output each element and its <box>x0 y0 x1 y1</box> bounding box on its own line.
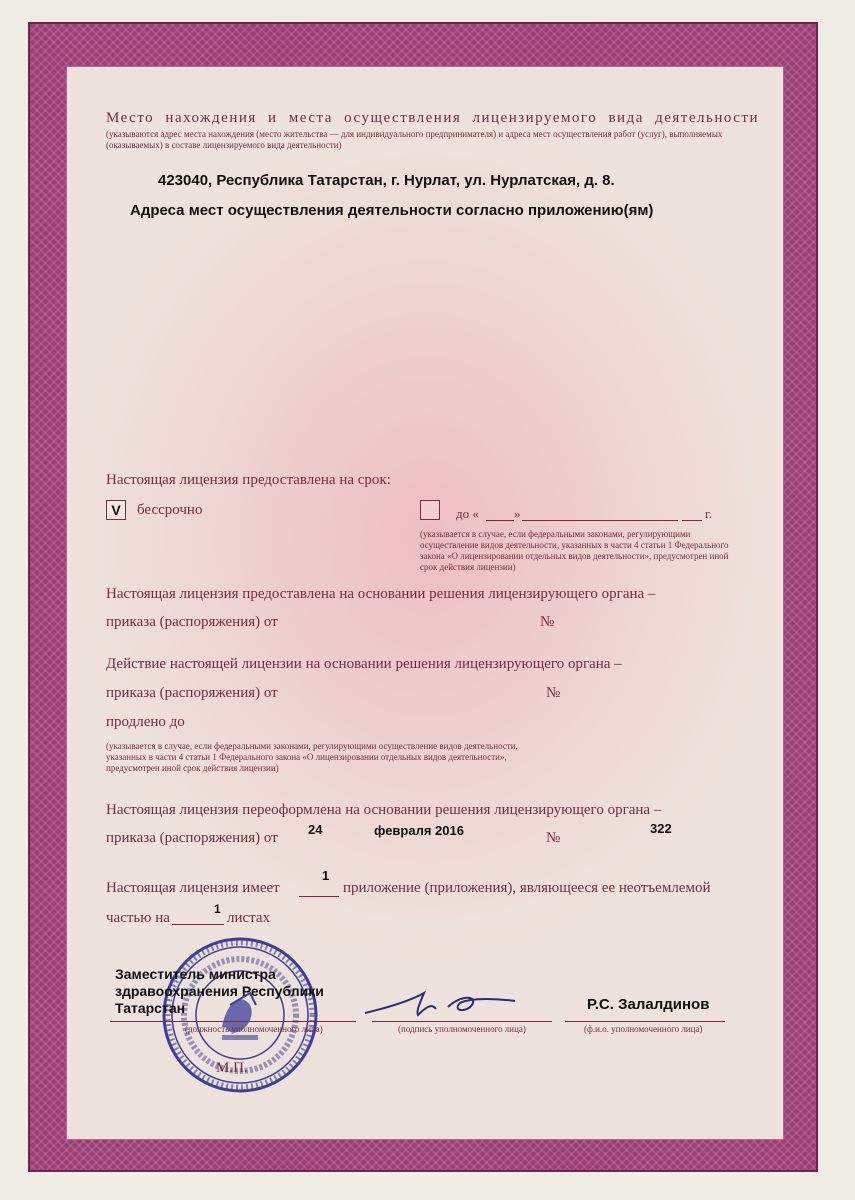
appendices-sheets-line <box>172 924 224 925</box>
reissue-day: 24 <box>308 822 323 837</box>
term-label: Настоящая лицензия предоставлена на срок: <box>106 472 391 488</box>
signatory-name: Р.С. Залалдинов <box>587 996 710 1013</box>
extension-number-label: № <box>546 685 561 701</box>
reissue-line1: Настоящая лицензия переоформлена на основании решения лицензирующего органа – <box>106 802 662 818</box>
appendices-count: 1 <box>322 868 330 883</box>
until-note: (указывается в случае, если федеральными законами, регулирующими осуществление видов деятельности, указанных в части 4 статьи 1 Федерального закона «О лицензировании отдельных видов деятельности», предусмотрен иной срок действия лицензии) <box>420 529 729 572</box>
position-note: (должность уполномоченного лица) <box>185 1024 323 1034</box>
extension-line2: приказа (распоряжения) от <box>106 685 278 701</box>
main-address: 423040, Республика Татарстан, г. Нурлат, ул. Нурлатская, д. 8. <box>158 172 615 189</box>
seal-label: М.П. <box>216 1060 248 1076</box>
until-suffix: г. <box>705 506 713 521</box>
position-line <box>110 1021 356 1022</box>
extension-note: (указывается в случае, если федеральными законами, регулирующими осуществление видов деятельности, указанных в части 4 статьи 1 Федерального закона «О лицензировании отдельных видов деятельности», предусмотрен иной срок действия лицензии) <box>106 741 518 773</box>
reissue-number-label: № <box>546 830 561 846</box>
appendices-sheets: 1 <box>214 902 221 916</box>
appendices-line2-prefix: частью на <box>106 910 170 926</box>
basis-line1: Настоящая лицензия предоставлена на основании решения лицензирующего органа – <box>106 586 656 602</box>
header-title: Место нахождения и места осуществления лицензируемого вида деятельности <box>106 110 759 126</box>
extension-line1: Действие настоящей лицензии на основании решения лицензирующего органа – <box>106 656 622 672</box>
appendix-addresses: Адреса мест осуществления деятельности согласно приложению(ям) <box>130 202 654 219</box>
appendices-line2-suffix: листах <box>227 910 271 926</box>
signatory-position-line3: Татарстан <box>115 1000 186 1016</box>
reissue-number: 322 <box>650 821 672 836</box>
handwritten-signature <box>360 985 520 1025</box>
until-day-line <box>486 520 514 521</box>
basis-line2: приказа (распоряжения) от <box>106 614 278 630</box>
signature-line <box>372 1021 552 1022</box>
basis-number-label: № <box>540 614 555 630</box>
appendices-line1-prefix: Настоящая лицензия имеет <box>106 880 280 896</box>
indefinite-checkbox[interactable]: V <box>106 500 126 520</box>
reissue-month-year: февраля 2016 <box>374 823 464 838</box>
until-mid: » <box>514 506 521 521</box>
name-note: (ф.и.о. уполномоченного лица) <box>584 1024 703 1034</box>
until-month-line <box>522 520 678 521</box>
reissue-line2: приказа (распоряжения) от <box>106 830 278 846</box>
appendices-count-line <box>299 896 339 897</box>
signatory-position-line1: Заместитель министра <box>115 966 276 982</box>
signature-note: (подпись уполномоченного лица) <box>398 1024 526 1034</box>
name-line <box>565 1021 725 1022</box>
until-year-line <box>682 520 702 521</box>
until-date-checkbox[interactable] <box>420 500 440 520</box>
indefinite-label: бессрочно <box>137 502 203 518</box>
until-prefix: до « <box>456 506 479 521</box>
appendices-line1-suffix: приложение (приложения), являющееся ее неотъемлемой <box>343 880 711 896</box>
header-note: (указываются адрес места нахождения (место жительства — для индивидуального предпринимателя) и адреса мест осуществления работ (услуг), выполняемых (оказываемых) в составе лицензируемого вида деятельности) <box>106 129 723 150</box>
extended-until-label: продлено до <box>106 714 185 730</box>
signatory-position-line2: здравоохранения Республики <box>115 983 324 999</box>
